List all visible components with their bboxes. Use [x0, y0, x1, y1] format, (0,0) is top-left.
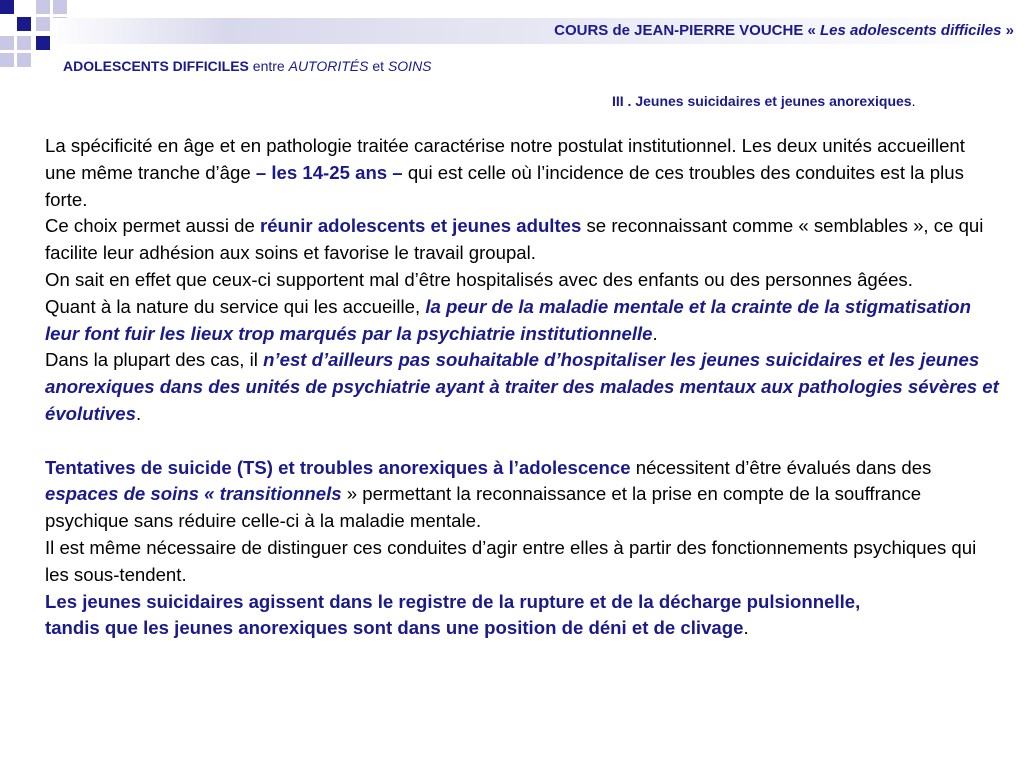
paragraph — [45, 347, 1000, 427]
deco-square — [36, 0, 50, 14]
subtitle-bold: ADOLESCENTS DIFFICILES — [63, 58, 249, 74]
text-run: . — [135, 402, 142, 424]
emphasis: Les jeunes suicidaires agissent dans le registre de la rupture et de la décharge pulsionnelle, — [45, 590, 861, 612]
text-run: . — [652, 322, 658, 344]
paragraph — [45, 589, 1000, 616]
section-heading-dot: . — [911, 93, 916, 109]
text-run: On sait en effet que ceux-ci supportent mal d’être hospitalisés avec des enfants ou des personnes âgées. — [45, 268, 913, 290]
deco-square — [17, 53, 31, 67]
subtitle-italic: AUTORITÉS — [288, 58, 369, 74]
slide-subtitle — [63, 58, 432, 74]
emphasis: Tentatives de suicide (TS) et troubles anorexiques à l’adolescence — [45, 456, 631, 478]
text-run: se reconnaissant comme « semblables », ce qui facilite leur adhésion aux soins et favorise le travail groupal. — [45, 215, 984, 264]
section-heading-text: III . Jeunes suicidaires et jeunes anorexiques — [612, 93, 912, 109]
paragraph — [45, 213, 1000, 267]
text-run: Ce choix permet aussi de — [45, 215, 260, 237]
course-title — [554, 22, 1014, 39]
deco-square — [0, 53, 14, 67]
paragraph — [45, 455, 1000, 535]
deco-square — [0, 36, 14, 50]
paragraph — [45, 133, 1000, 213]
emphasis: réunir adolescents et jeunes adultes — [259, 215, 582, 237]
deco-square — [36, 17, 50, 31]
paragraph-gap — [45, 428, 1000, 455]
subtitle-text: entre — [248, 58, 289, 74]
text-run: » permettant la reconnaissance et la prise en compte de la souffrance psychique sans réduire celle-ci à la maladie mentale. — [45, 483, 922, 532]
deco-square — [17, 17, 31, 31]
deco-square — [0, 0, 14, 14]
section-heading — [612, 93, 915, 109]
text-run: La spécificité en âge et en pathologie traitée caractérise notre postulat institutionnel. Les deux unités accueillent une même tranche d’âge — [45, 135, 965, 183]
body-text — [45, 133, 1000, 642]
text-run: nécessitent d’être évalués dans des — [630, 456, 932, 478]
text-run: qui est celle où l’incidence de ces troubles des conduites est la plus forte. — [45, 161, 964, 210]
course-title-suffix: » — [1001, 22, 1014, 39]
paragraph — [45, 615, 1000, 642]
deco-square — [36, 36, 50, 50]
text-run: Dans la plupart des cas, il — [45, 349, 264, 371]
emphasis: n’est d’ailleurs pas souhaitable d’hospitaliser les jeunes suicidaires et les jeunes anorexiques dans des unités de psychiatrie ayant à traiter des malades mentaux aux pathologies sévères et évolutives — [45, 349, 999, 424]
paragraph — [45, 294, 1000, 348]
emphasis: espaces de soins « transitionnels — [45, 483, 342, 505]
course-title-prefix: COURS de JEAN-PIERRE VOUCHE « — [554, 22, 821, 39]
text-run: . — [743, 617, 749, 639]
emphasis: – les 14-25 ans – — [255, 161, 403, 183]
deco-square — [17, 36, 31, 50]
course-title-italic: Les adolescents difficiles — [820, 22, 1002, 39]
emphasis: tandis que les jeunes anorexiques sont dans une position de déni et de clivage — [45, 617, 744, 639]
subtitle-text: et — [368, 58, 388, 74]
paragraph — [45, 535, 1000, 589]
text-run: Il est même nécessaire de distinguer ces conduites d’agir entre elles à partir des fonctionnements psychiques qui les sous-tendent. — [45, 536, 977, 585]
subtitle-italic: SOINS — [387, 58, 432, 74]
deco-square — [53, 0, 67, 14]
text-run: Quant à la nature du service qui les accueille, — [45, 295, 426, 317]
emphasis: la peur de la maladie mentale et la crainte de la stigmatisation leur font fuir les lieux trop marqués par la psychiatrie institutionnelle — [45, 295, 971, 344]
paragraph — [45, 267, 1000, 294]
